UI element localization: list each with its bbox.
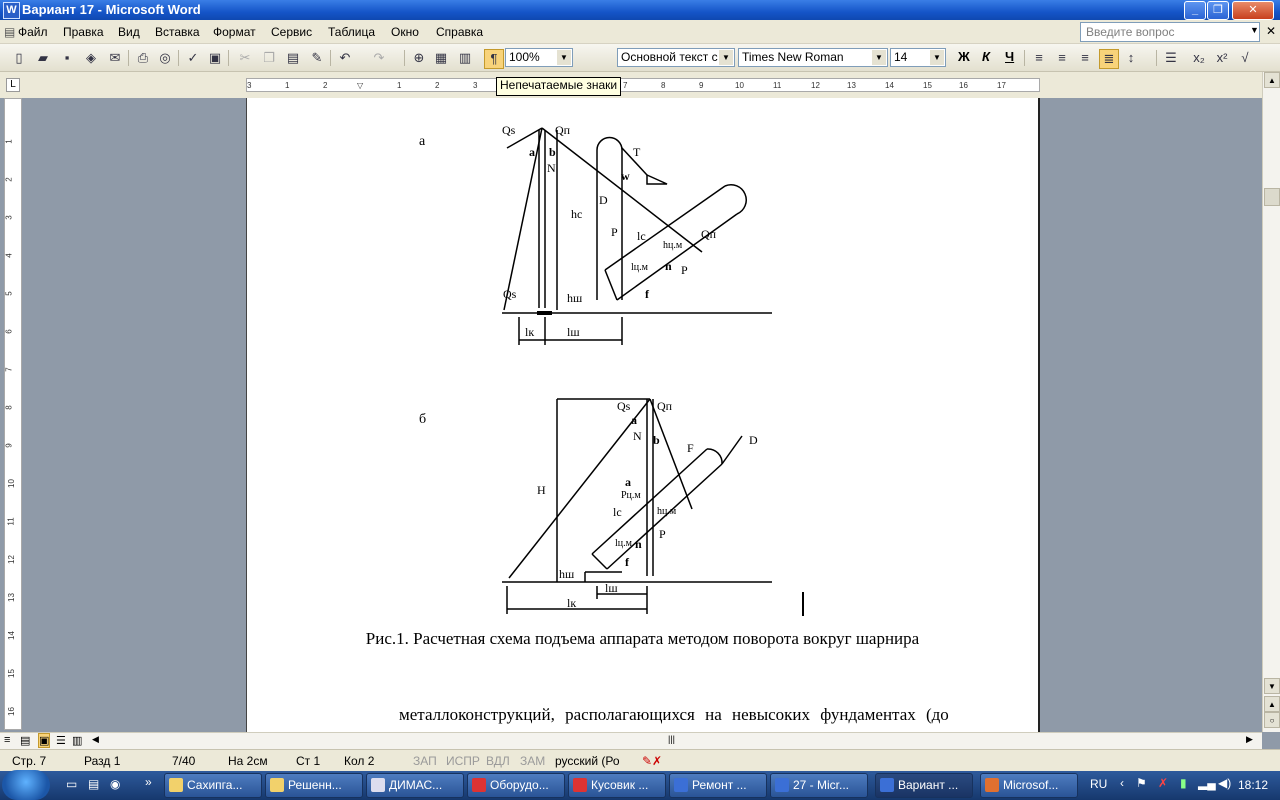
status-page: Стр. 7 <box>12 754 47 768</box>
taskbar-item[interactable]: Microsof... <box>980 773 1078 798</box>
taskbar-item[interactable]: Кусовик ... <box>568 773 666 798</box>
svg-text:Qп: Qп <box>657 399 673 413</box>
close-button[interactable]: ✕ <box>1232 1 1274 20</box>
print-layout-icon[interactable]: ▣ <box>39 735 50 747</box>
horizontal-ruler[interactable]: 3 1 2 ▽ 1 2 3 7 8 9 10 11 12 13 14 15 16 17 <box>246 78 1040 92</box>
zoom-select[interactable]: 100% ▼ <box>505 48 573 67</box>
clock[interactable]: 18:12 <box>1238 778 1269 792</box>
svg-text:lс: lс <box>613 505 622 519</box>
svg-text:Qs: Qs <box>617 399 631 413</box>
svg-text:D: D <box>599 193 608 207</box>
svg-text:n: n <box>635 537 642 551</box>
numbering-icon[interactable]: ☰ <box>1165 50 1177 65</box>
svg-text:a: a <box>529 145 535 159</box>
word-app-icon[interactable]: W <box>3 2 20 19</box>
superscript-icon[interactable]: x² <box>1216 50 1228 65</box>
language-indicator[interactable]: RU <box>1090 777 1108 791</box>
svg-text:lк: lк <box>525 325 535 339</box>
tray-volume-icon[interactable]: ◀) <box>1218 776 1232 790</box>
tables-icon[interactable]: ▦ <box>434 50 448 65</box>
figure-caption: Рис.1. Расчетная схема подъема аппарата методом поворота вокруг шарнира <box>365 629 920 648</box>
tray-network-icon[interactable]: ✗ <box>1158 776 1169 790</box>
status-trk[interactable]: ИСПР <box>446 754 480 768</box>
menu-insert[interactable]: Вставка <box>155 25 200 39</box>
menu-edit[interactable]: Правка <box>63 25 104 39</box>
research-icon[interactable]: ▣ <box>208 50 222 65</box>
outline-view-icon[interactable]: ☰ <box>56 735 66 747</box>
svg-text:hш: hш <box>559 567 575 581</box>
svg-text:f: f <box>645 287 649 301</box>
status-bar <box>0 749 1280 771</box>
text-cursor <box>802 592 804 616</box>
taskbar-item[interactable]: 27 - Micr... <box>770 773 868 798</box>
preview-icon[interactable]: ◎ <box>159 50 171 65</box>
ruler-area <box>0 72 1280 98</box>
svg-text:b: b <box>549 145 556 159</box>
svg-text:P: P <box>659 527 666 541</box>
figure-label-b: б <box>419 412 427 427</box>
svg-text:N: N <box>547 161 556 175</box>
show-formatting-button[interactable]: ¶ <box>484 49 504 69</box>
status-rec[interactable]: ЗАП <box>413 754 437 768</box>
svg-text:Qп: Qп <box>701 227 717 241</box>
svg-text:w: w <box>621 169 630 183</box>
insert-table-icon[interactable]: ▥ <box>458 50 472 65</box>
doc-icon[interactable]: ▤ <box>4 25 16 39</box>
status-ext[interactable]: ВДЛ <box>486 754 510 768</box>
scroll-up-icon[interactable]: ▲ <box>1264 72 1280 88</box>
browse-object-icon[interactable]: ○ <box>1264 712 1280 728</box>
svg-text:lц.м: lц.м <box>615 538 632 549</box>
bold-button[interactable]: Ж <box>958 49 970 64</box>
svg-text:n: n <box>665 259 672 273</box>
italic-button[interactable]: К <box>982 49 990 64</box>
status-line: Ст 1 <box>296 754 321 768</box>
minimize-button[interactable]: _ <box>1184 1 1206 20</box>
menu-format[interactable]: Формат <box>213 25 256 39</box>
figure-b-diagram <box>497 394 777 619</box>
vertical-scrollbar[interactable] <box>1262 72 1280 732</box>
tray-battery-icon[interactable]: ▮ <box>1180 776 1187 790</box>
figure-a-diagram <box>497 120 777 350</box>
taskbar-item-active[interactable]: Вариант ... <box>875 773 973 798</box>
svg-text:hс: hс <box>571 207 583 221</box>
web-view-icon[interactable]: ▤ <box>20 735 31 747</box>
align-right-icon[interactable]: ≡ <box>1081 50 1089 65</box>
svg-text:P: P <box>611 225 618 239</box>
redo-icon[interactable]: ↷ <box>373 50 385 65</box>
status-section: Разд 1 <box>84 754 121 768</box>
spelling-icon[interactable]: ✓ <box>187 50 199 65</box>
title-bar <box>0 0 1280 20</box>
prev-page-icon[interactable]: ▲ <box>1264 696 1280 712</box>
print-icon[interactable]: ⎙ <box>137 50 149 65</box>
status-ovr[interactable]: ЗАМ <box>520 754 546 768</box>
status-col: Кол 2 <box>344 754 375 768</box>
cut-icon[interactable]: ✂ <box>239 50 251 65</box>
undo-icon[interactable]: ↶ <box>339 50 351 65</box>
menu-table[interactable]: Таблица <box>328 25 376 39</box>
horizontal-scrollbar[interactable] <box>0 732 1262 749</box>
save-icon[interactable]: ▪ <box>64 50 70 65</box>
svg-text:D: D <box>749 433 758 447</box>
svg-text:hш: hш <box>567 291 583 305</box>
tab-selector-icon[interactable]: L <box>6 78 20 92</box>
window-title: Вариант 17 - Microsoft Word <box>22 2 201 17</box>
copy-icon[interactable]: ❐ <box>263 50 275 65</box>
equation-icon[interactable]: √ <box>1241 50 1249 65</box>
tooltip: Непечатаемые знаки <box>496 77 621 96</box>
style-select[interactable]: Основной текст с ▼ <box>617 48 735 67</box>
quicklaunch-explorer-icon[interactable]: ▤ <box>88 777 100 791</box>
menu-view[interactable]: Вид <box>118 25 140 39</box>
justify-icon[interactable]: ≣ <box>1099 49 1119 69</box>
fig-a-label-qn: Qп <box>555 123 571 137</box>
svg-text:lш: lш <box>605 581 618 595</box>
reading-view-icon[interactable]: ▥ <box>72 735 83 747</box>
quicklaunch-desktop-icon[interactable]: ▭ <box>66 777 78 791</box>
spelling-status-icon[interactable]: ✎✗ <box>642 754 663 768</box>
svg-text:f: f <box>625 555 629 569</box>
svg-text:T: T <box>633 145 641 159</box>
menu-help[interactable]: Справка <box>436 25 484 39</box>
maximize-button[interactable]: ❐ <box>1207 1 1229 20</box>
menu-tools[interactable]: Сервис <box>271 25 313 39</box>
scroll-thumb[interactable] <box>1264 188 1280 206</box>
font-select[interactable]: Times New Roman ▼ <box>738 48 888 67</box>
taskbar-item[interactable]: ДИМАС... <box>366 773 464 798</box>
taskbar <box>0 771 1280 800</box>
hscroll-thumb[interactable]: ||| <box>668 734 676 744</box>
open-icon[interactable]: ▰ <box>38 50 48 65</box>
quicklaunch-more-icon[interactable]: » <box>145 775 152 789</box>
document-page[interactable] <box>246 98 1040 732</box>
line-spacing-icon[interactable]: ↕ <box>1127 50 1135 65</box>
taskbar-item[interactable]: Сахипга... <box>164 773 262 798</box>
paste-icon[interactable]: ▤ <box>286 50 300 65</box>
svg-text:P: P <box>681 263 688 277</box>
status-at: На 2см <box>228 754 268 768</box>
scroll-right-icon[interactable]: ▶ <box>1246 734 1253 744</box>
svg-text:hц.м: hц.м <box>657 506 677 517</box>
taskbar-item[interactable]: Оборудо... <box>467 773 565 798</box>
underline-button[interactable]: Ч <box>1005 49 1015 64</box>
help-dropdown-icon[interactable]: ▼ <box>1250 25 1259 35</box>
svg-text:lс: lс <box>637 229 646 243</box>
scroll-down-icon[interactable]: ▼ <box>1264 678 1280 694</box>
taskbar-item[interactable]: Ремонт ... <box>669 773 767 798</box>
align-center-icon[interactable]: ≡ <box>1058 50 1066 65</box>
svg-text:hц.м: hц.м <box>663 240 683 251</box>
start-button[interactable] <box>2 770 50 800</box>
svg-text:lк: lк <box>567 596 577 610</box>
permission-icon[interactable]: ◈ <box>86 50 96 65</box>
svg-text:b: b <box>653 433 660 447</box>
svg-text:Qs: Qs <box>503 287 517 301</box>
new-icon[interactable]: ▯ <box>15 50 23 65</box>
subscript-icon[interactable]: x₂ <box>1193 50 1205 65</box>
vertical-ruler[interactable]: 1 2 3 4 5 6 7 8 9 10 11 12 13 14 15 16 <box>4 98 22 730</box>
tray-signal-icon[interactable]: ▂▄ <box>1198 776 1216 790</box>
svg-text:lш: lш <box>567 325 580 339</box>
quicklaunch-ie-icon[interactable]: ◉ <box>110 777 121 791</box>
hyperlink-icon[interactable]: ⊕ <box>413 50 425 65</box>
font-size-select[interactable]: 14 ▼ <box>890 48 946 67</box>
tray-expand-icon[interactable]: ‹ <box>1120 776 1124 790</box>
menu-file[interactable]: Файл <box>18 25 48 39</box>
taskbar-item[interactable]: Решенн... <box>265 773 363 798</box>
svg-text:F: F <box>687 441 694 455</box>
status-pages: 7/40 <box>172 754 196 768</box>
fig-a-label-qs: Qs <box>502 123 516 137</box>
menu-window[interactable]: Окно <box>391 25 419 39</box>
normal-view-icon[interactable]: ≡ <box>4 734 11 746</box>
status-language: русский (Ро <box>555 754 620 768</box>
svg-text:lц.м: lц.м <box>631 262 648 273</box>
close-doc-icon[interactable]: ✕ <box>1266 24 1277 38</box>
svg-text:N: N <box>633 429 642 443</box>
svg-text:a: a <box>631 413 637 427</box>
tray-flag-icon[interactable]: ⚑ <box>1136 776 1147 790</box>
svg-text:H: H <box>537 483 546 497</box>
align-left-icon[interactable]: ≡ <box>1035 50 1043 65</box>
svg-text:Pц.м: Pц.м <box>621 490 641 501</box>
figure-label-a: а <box>419 134 426 149</box>
toolbar <box>0 44 1280 72</box>
svg-text:a: a <box>625 475 631 489</box>
scroll-left-icon[interactable]: ◀ <box>92 734 99 744</box>
body-text: металлоконструкций, располагающихся на невысоких фундаментах (до <box>399 705 949 724</box>
email-icon[interactable]: ✉ <box>109 50 121 65</box>
help-search-input[interactable]: Введите вопрос <box>1080 22 1260 42</box>
format-painter-icon[interactable]: ✎ <box>311 50 323 65</box>
